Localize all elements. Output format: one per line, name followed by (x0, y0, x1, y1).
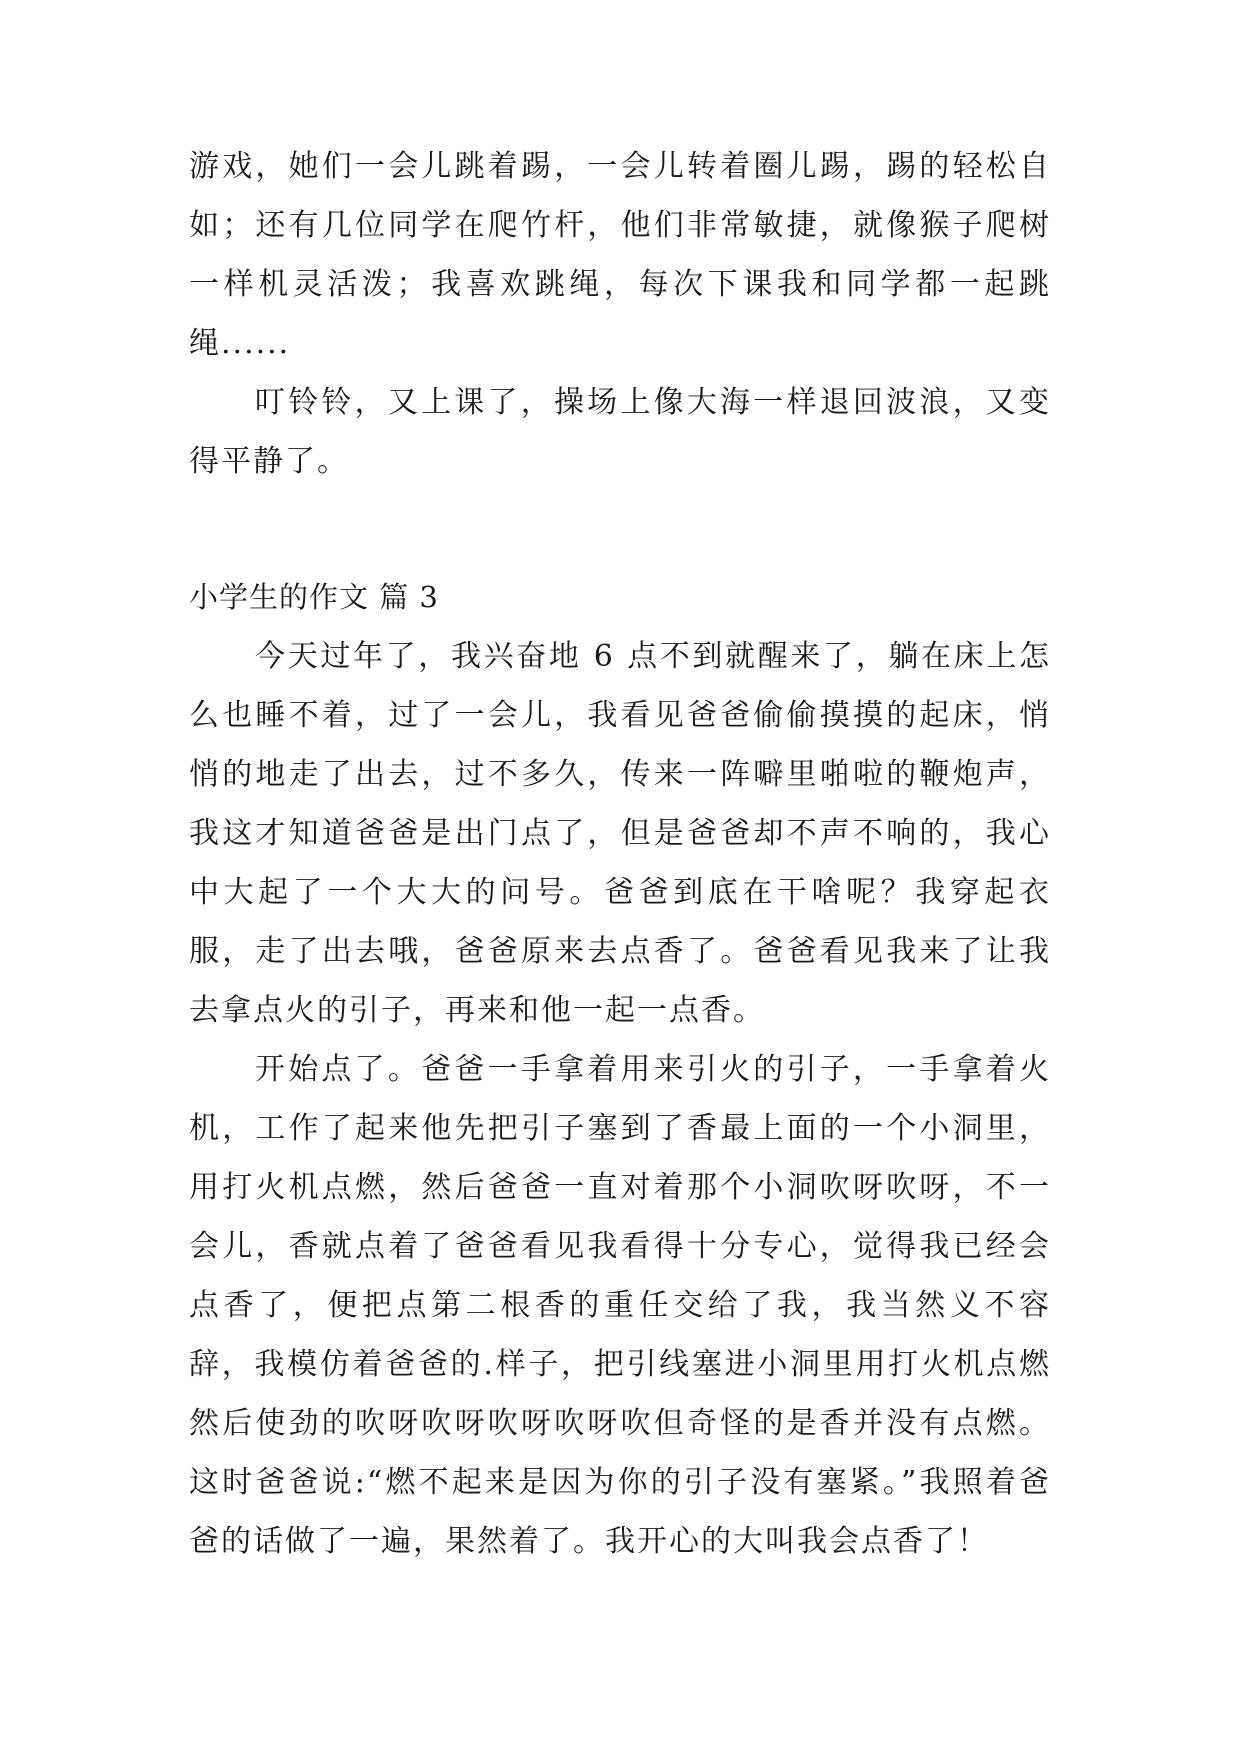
paragraph-continuation-2: 叮铃铃，又上课了，操场上像大海一样退回波浪，又变得平静了。 (189, 385, 1051, 479)
continuation-text (189, 137, 1051, 491)
section-3-body (189, 627, 1051, 1571)
paragraph-section-3-2: 开始点了。爸爸一手拿着用来引火的引子，一手拿着火机，工作了起来他先把引子塞到了香最上面的一个小洞里，用打火机点燃，然后爸爸一直对着那个小洞吹呀吹呀，不一会儿，香就点着了爸爸看见我看得十分专心，觉得我已经会点香了，便把点第二根香的重任交给了我，我当然义不容辞，我模仿着爸爸的.样子，把引线塞进小洞里用打火机点燃然后使劲的吹呀吹呀吹呀吹呀吹但奇怪的是香并没有点燃。这时爸爸说:“燃不起来是因为你的引子没有塞紧。”我照着爸爸的话做了一遍，果然着了。我开心的大叫我会点香了！ (189, 1052, 1051, 1559)
paragraph-section-3-1: 今天过年了，我兴奋地 6 点不到就醒来了，躺在床上怎么也睡不着，过了一会儿，我看见爸爸偷偷摸摸的起床，悄悄的地走了出去，过不多久，传来一阵噼里啪啦的鞭炮声，我这才知道爸爸是出门点了，但是爸爸却不声不响的，我心中大起了一个大大的问号。爸爸到底在干啥呢？我穿起衣服，走了出去哦，爸爸原来去点香了。爸爸看见我来了让我去拿点火的引子，再来和他一起一点香。 (189, 639, 1051, 1028)
paragraph-continuation-1: 游戏，她们一会儿跳着踢，一会儿转着圈儿踢，踢的轻松自如；还有几位同学在爬竹杆，他们非常敏捷，就像猴子爬树一样机灵活泼；我喜欢跳绳，每次下课我和同学都一起跳绳...... (189, 149, 1051, 361)
section-3-title: 小学生的作文 篇 3 (189, 580, 439, 614)
